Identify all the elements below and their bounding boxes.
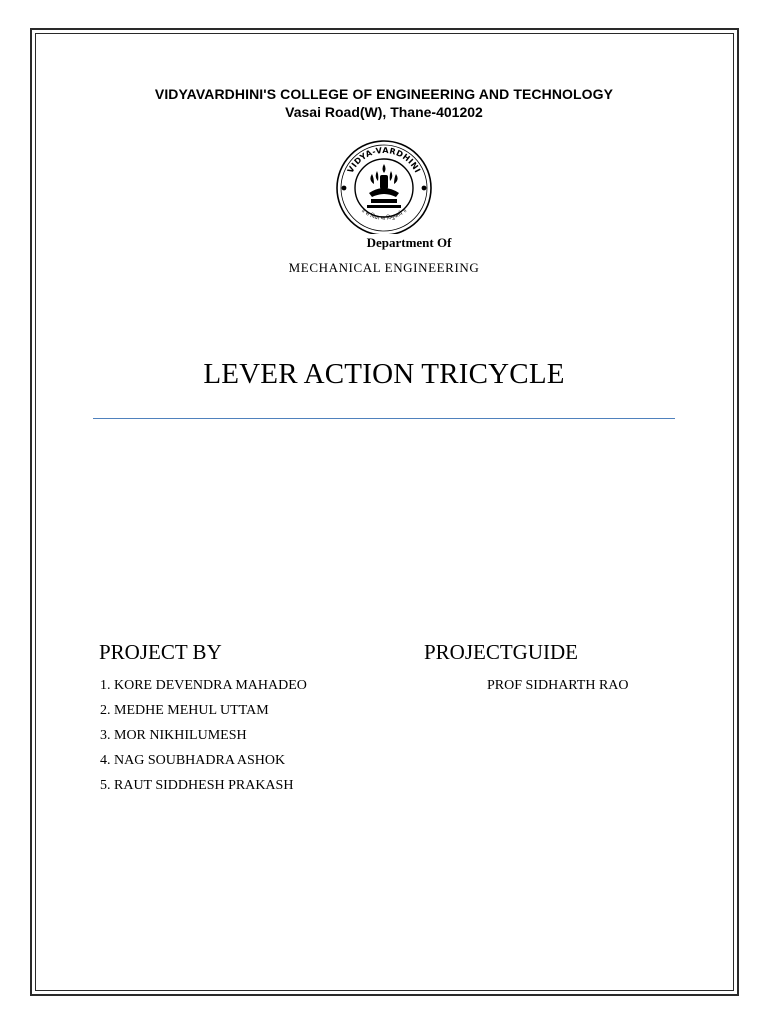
project-guide-heading: PROJECTGUIDE: [424, 640, 579, 664]
logo-top-text: VIDYA-VARDHINI: [345, 145, 423, 175]
member-item: 4. NAG SOUBHADRA ASHOK: [100, 753, 286, 768]
lamp-emblem-icon: [367, 164, 401, 208]
guide-name: PROF SIDHARTH RAO: [487, 678, 629, 693]
college-logo: [331, 138, 437, 234]
svg-text:॥ स विद्या या विमुक्तये ॥: [360, 208, 408, 222]
college-address: Vasai Road(W), Thane-401202: [285, 104, 483, 120]
logo-bottom-text: ॥ स विद्या या विमुक्तये ॥: [359, 207, 409, 222]
department-prefix: Department Of: [366, 235, 452, 250]
project-title: LEVER ACTION TRICYCLE: [203, 358, 565, 390]
member-item: 5. RAUT SIDDHESH PRAKASH: [100, 778, 294, 793]
project-by-heading: PROJECT BY: [99, 640, 222, 664]
member-item: 1. KORE DEVENDRA MAHADEO: [100, 678, 307, 693]
member-list: [100, 676, 307, 801]
college-name: VIDYAVARDHINI'S COLLEGE OF ENGINEERING AND TECHNOLOGY: [154, 86, 614, 102]
department-name: MECHANICAL ENGINEERING: [288, 260, 480, 275]
member-item: 3. MOR NIKHILUMESH: [100, 728, 247, 743]
member-item: 2. MEDHE MEHUL UTTAM: [100, 703, 269, 718]
title-divider: [93, 418, 675, 419]
